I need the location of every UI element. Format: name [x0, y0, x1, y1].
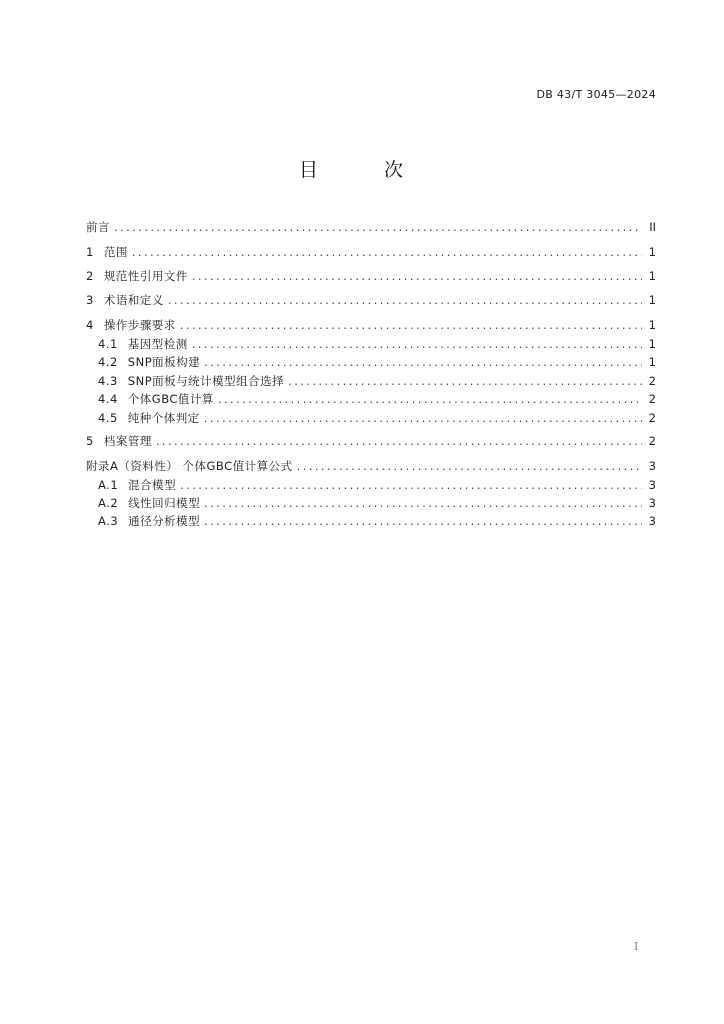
toc-number: 4	[86, 318, 94, 332]
toc-label: 档案管理	[103, 434, 152, 448]
toc-entry-4-4[interactable]	[86, 391, 656, 407]
toc-label: 范围	[103, 245, 128, 259]
toc-leader-dots	[218, 391, 642, 407]
toc-label: SNP面板构建	[127, 355, 201, 369]
toc-number: 4.5	[98, 411, 118, 425]
toc-page-number: 2	[648, 434, 656, 448]
toc-page-number: 1	[648, 269, 656, 283]
toc-page-number: 1	[648, 245, 656, 259]
toc-number: 4.1	[98, 337, 118, 351]
toc-number: 1	[86, 245, 94, 259]
toc-label: 术语和定义	[103, 293, 164, 307]
toc-leader-dots	[168, 292, 642, 308]
toc-page-number: 2	[648, 392, 656, 406]
toc-number: A.2	[98, 496, 119, 510]
toc-page-number: 1	[648, 355, 656, 369]
toc-number: 2	[86, 269, 94, 283]
toc-page-number: 2	[648, 374, 656, 388]
toc-leader-dots	[288, 373, 642, 389]
toc-entry-2[interactable]	[86, 268, 656, 284]
toc-label: 操作步骤要求	[103, 318, 176, 332]
toc-leader-dots	[180, 477, 642, 493]
toc-leader-dots	[204, 495, 642, 511]
toc-number: A.1	[98, 478, 119, 492]
toc-page-number: 3	[648, 459, 656, 473]
page-title: 目 次	[298, 159, 434, 181]
toc-entry-4[interactable]	[86, 317, 656, 333]
toc-leader-dots	[297, 458, 642, 474]
toc-label: 混合模型	[128, 478, 177, 492]
toc-leader-dots	[204, 410, 642, 426]
toc-entry-a-1[interactable]	[86, 477, 656, 493]
toc-entry-4-2[interactable]	[86, 354, 656, 370]
toc-label: 纯种个体判定	[127, 411, 200, 425]
toc-number: 4.2	[98, 355, 118, 369]
toc-page-number: 1	[648, 337, 656, 351]
toc-page-number: 2	[648, 411, 656, 425]
page-number-footer: I	[634, 940, 639, 953]
toc-label: SNP面板与统计模型组合选择	[127, 374, 285, 388]
toc-label: 通径分析模型	[128, 514, 201, 528]
toc-entry-appendix-a[interactable]	[86, 458, 656, 474]
toc-page-number: 3	[648, 496, 656, 510]
toc-label: 基因型检测	[127, 337, 188, 351]
toc-label: 附录A（资料性） 个体GBC值计算公式	[86, 459, 293, 473]
toc-label: 个体GBC值计算	[127, 392, 214, 406]
toc-number: A.3	[98, 514, 119, 528]
toc-page-number: 1	[648, 293, 656, 307]
toc-label: 规范性引用文件	[103, 269, 188, 283]
toc-number: 4.4	[98, 392, 118, 406]
toc-entry-4-3[interactable]	[86, 373, 656, 389]
toc-entry-3[interactable]	[86, 292, 656, 308]
toc-page-number: 1	[648, 318, 656, 332]
toc-label: 前言	[86, 220, 110, 234]
toc-number: 4.3	[98, 374, 118, 388]
toc-number: 5	[86, 434, 94, 448]
toc-label: 线性回归模型	[128, 496, 201, 510]
toc-leader-dots	[132, 244, 642, 260]
toc-number: 3	[86, 293, 94, 307]
toc-entry-1[interactable]	[86, 244, 656, 260]
toc-leader-dots	[114, 219, 642, 235]
toc-page-number: 3	[648, 478, 656, 492]
toc-page-number: 3	[648, 514, 656, 528]
toc-entry-4-5[interactable]	[86, 410, 656, 426]
toc-entry-4-1[interactable]	[86, 336, 656, 352]
toc-leader-dots	[192, 268, 642, 284]
toc-page-number: II	[649, 220, 656, 234]
toc-entry-foreword[interactable]	[86, 219, 656, 235]
toc-entry-5[interactable]	[86, 433, 656, 449]
toc-leader-dots	[204, 513, 642, 529]
toc-leader-dots	[180, 317, 642, 333]
toc-leader-dots	[204, 354, 642, 370]
standard-code: DB 43/T 3045—2024	[536, 88, 656, 101]
toc-entry-a-2[interactable]	[86, 495, 656, 511]
toc-leader-dots	[192, 336, 642, 352]
toc-leader-dots	[156, 433, 642, 449]
toc-entry-a-3[interactable]	[86, 513, 656, 529]
